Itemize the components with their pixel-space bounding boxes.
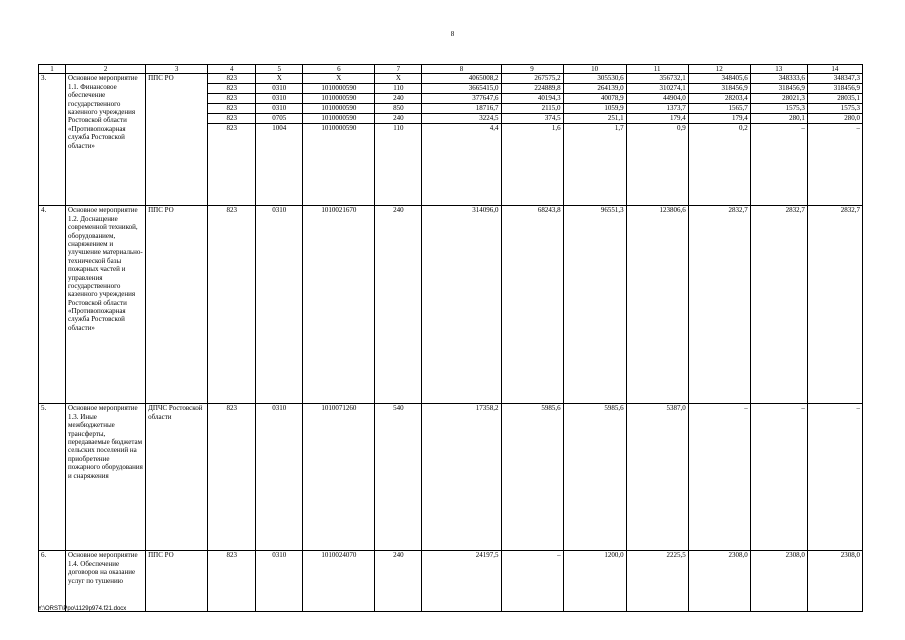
code-cell: 1010000590 — [303, 114, 375, 124]
amount-cell: 2308,0 — [688, 551, 750, 612]
file-path-footer: Y:\ORST\Ppo\1129p974.f21.docx — [38, 606, 127, 612]
executor: ППС РО — [146, 206, 208, 404]
code-cell: 240 — [375, 114, 422, 124]
code-cell: 1010000590 — [303, 104, 375, 114]
amount-cell: 2308,0 — [750, 551, 807, 612]
amount-cell: 3224,5 — [422, 114, 501, 124]
amount-cell: 5985,6 — [563, 404, 626, 551]
amount-cell: 356732,1 — [626, 74, 688, 84]
row-number: 4. — [39, 206, 66, 404]
col-header: 12 — [688, 65, 750, 74]
row-number: 5. — [39, 404, 66, 551]
amount-cell: 5985,6 — [501, 404, 563, 551]
col-header: 14 — [807, 65, 862, 74]
col-header: 5 — [256, 65, 303, 74]
code-cell: 823 — [208, 114, 256, 124]
col-header: 4 — [208, 65, 256, 74]
amount-cell: 318456,9 — [807, 84, 862, 94]
amount-cell: – — [501, 551, 563, 612]
code-cell: 0310 — [256, 551, 303, 612]
amount-cell: 2115,0 — [501, 104, 563, 114]
amount-cell: – — [688, 404, 750, 551]
code-cell: 0310 — [256, 206, 303, 404]
executor: ДПЧС Ростовской области — [146, 404, 208, 551]
col-header: 3 — [146, 65, 208, 74]
amount-cell: 123806,6 — [626, 206, 688, 404]
row-number: 6. — [39, 551, 66, 612]
header-row — [39, 65, 863, 74]
code-cell: 0310 — [256, 104, 303, 114]
amount-cell: 0,9 — [626, 124, 688, 206]
code-cell: 110 — [375, 84, 422, 94]
budget-table — [38, 64, 863, 612]
amount-cell: 1200,0 — [563, 551, 626, 612]
col-header: 9 — [501, 65, 563, 74]
amount-cell: 305530,6 — [563, 74, 626, 84]
amount-cell: 1575,3 — [807, 104, 862, 114]
amount-cell: 348347,3 — [807, 74, 862, 84]
amount-cell: 251,1 — [563, 114, 626, 124]
amount-cell: 4,4 — [422, 124, 501, 206]
amount-cell: 348333,6 — [750, 74, 807, 84]
code-cell: 1010000590 — [303, 94, 375, 104]
amount-cell: 1059,9 — [563, 104, 626, 114]
amount-cell: 348405,6 — [688, 74, 750, 84]
col-header: 11 — [626, 65, 688, 74]
code-cell: 823 — [208, 74, 256, 84]
executor: ППС РО — [146, 74, 208, 206]
amount-cell: 4065008,2 — [422, 74, 501, 84]
amount-cell: 318456,9 — [750, 84, 807, 94]
amount-cell: 2832,7 — [750, 206, 807, 404]
amount-cell: 1,7 — [563, 124, 626, 206]
amount-cell: 310274,1 — [626, 84, 688, 94]
amount-cell: – — [807, 124, 862, 206]
amount-cell: 3665415,0 — [422, 84, 501, 94]
code-cell: Х — [303, 74, 375, 84]
code-cell: 1004 — [256, 124, 303, 206]
measure-name: Основное мероприятие 1.3. Иные межбюджетные трансферты, передаваемые бюджетам сельских поселений на приобретение пожарного оборудования и снаряжения — [66, 404, 146, 551]
amount-cell: 18716,7 — [422, 104, 501, 114]
col-header: 2 — [66, 65, 146, 74]
amount-cell: 17358,2 — [422, 404, 501, 551]
amount-cell: 96551,3 — [563, 206, 626, 404]
col-header: 8 — [422, 65, 501, 74]
measure-name: Основное мероприятие 1.4. Обеспечение договоров на оказание услуг по тушению — [66, 551, 146, 612]
amount-cell: 40194,3 — [501, 94, 563, 104]
amount-cell: 1565,7 — [688, 104, 750, 114]
code-cell: Х — [256, 74, 303, 84]
amount-cell: 2308,0 — [807, 551, 862, 612]
amount-cell: 5387,0 — [626, 404, 688, 551]
amount-cell: 280,0 — [807, 114, 862, 124]
col-header: 1 — [39, 65, 66, 74]
code-cell: 0310 — [256, 84, 303, 94]
amount-cell: – — [750, 124, 807, 206]
code-cell: 0705 — [256, 114, 303, 124]
amount-cell: 2832,7 — [688, 206, 750, 404]
amount-cell: – — [750, 404, 807, 551]
code-cell: 823 — [208, 94, 256, 104]
col-header: 6 — [303, 65, 375, 74]
amount-cell: 1373,7 — [626, 104, 688, 114]
table-row — [39, 74, 863, 84]
amount-cell: 179,4 — [688, 114, 750, 124]
amount-cell: 314096,0 — [422, 206, 501, 404]
amount-cell: 318456,9 — [688, 84, 750, 94]
amount-cell: 224889,8 — [501, 84, 563, 94]
amount-cell: 28203,4 — [688, 94, 750, 104]
code-cell: 240 — [375, 94, 422, 104]
code-cell: 1010021670 — [303, 206, 375, 404]
code-cell: 823 — [208, 206, 256, 404]
amount-cell: 28021,3 — [750, 94, 807, 104]
col-header: 7 — [375, 65, 422, 74]
amount-cell: 179,4 — [626, 114, 688, 124]
amount-cell: 377647,6 — [422, 94, 501, 104]
amount-cell: 1575,3 — [750, 104, 807, 114]
col-header: 13 — [750, 65, 807, 74]
amount-cell: 280,1 — [750, 114, 807, 124]
amount-cell: 40078,9 — [563, 94, 626, 104]
code-cell: 823 — [208, 124, 256, 206]
amount-cell: 2225,5 — [626, 551, 688, 612]
code-cell: 1010024070 — [303, 551, 375, 612]
code-cell: 110 — [375, 124, 422, 206]
code-cell: 823 — [208, 404, 256, 551]
code-cell: 540 — [375, 404, 422, 551]
code-cell: 240 — [375, 551, 422, 612]
table-row — [39, 404, 863, 551]
code-cell: 1010000590 — [303, 84, 375, 94]
measure-name: Основное мероприятие 1.1. Финансовое обеспечение государственного казенного учреждения Ростовской области «Противопожарная служба Ростовской области» — [66, 74, 146, 206]
amount-cell: 264139,0 — [563, 84, 626, 94]
amount-cell: – — [807, 404, 862, 551]
amount-cell: 374,5 — [501, 114, 563, 124]
code-cell: 823 — [208, 104, 256, 114]
code-cell: 0310 — [256, 404, 303, 551]
code-cell: 823 — [208, 84, 256, 94]
amount-cell: 0,2 — [688, 124, 750, 206]
code-cell: 850 — [375, 104, 422, 114]
code-cell: 823 — [208, 551, 256, 612]
amount-cell: 28035,1 — [807, 94, 862, 104]
code-cell: 240 — [375, 206, 422, 404]
col-header: 10 — [563, 65, 626, 74]
amount-cell: 44904,0 — [626, 94, 688, 104]
amount-cell: 1,6 — [501, 124, 563, 206]
executor: ППС РО — [146, 551, 208, 612]
code-cell: 1010071260 — [303, 404, 375, 551]
measure-name: Основное мероприятие 1.2. Доснащение современной техникой, оборудованием, снаряжением и улучшение материально-технической базы пожарных частей и управления государственного казенного учреждения Ростовской области «Противопожарная служба Ростовской области» — [66, 206, 146, 404]
table-row — [39, 551, 863, 612]
amount-cell: 68243,8 — [501, 206, 563, 404]
amount-cell: 24197,5 — [422, 551, 501, 612]
table-row — [39, 206, 863, 404]
amount-cell: 267575,2 — [501, 74, 563, 84]
amount-cell: 2832,7 — [807, 206, 862, 404]
row-number: 3. — [39, 74, 66, 206]
code-cell: 1010000590 — [303, 124, 375, 206]
page-number: 8 — [450, 30, 455, 38]
code-cell: Х — [375, 74, 422, 84]
code-cell: 0310 — [256, 94, 303, 104]
